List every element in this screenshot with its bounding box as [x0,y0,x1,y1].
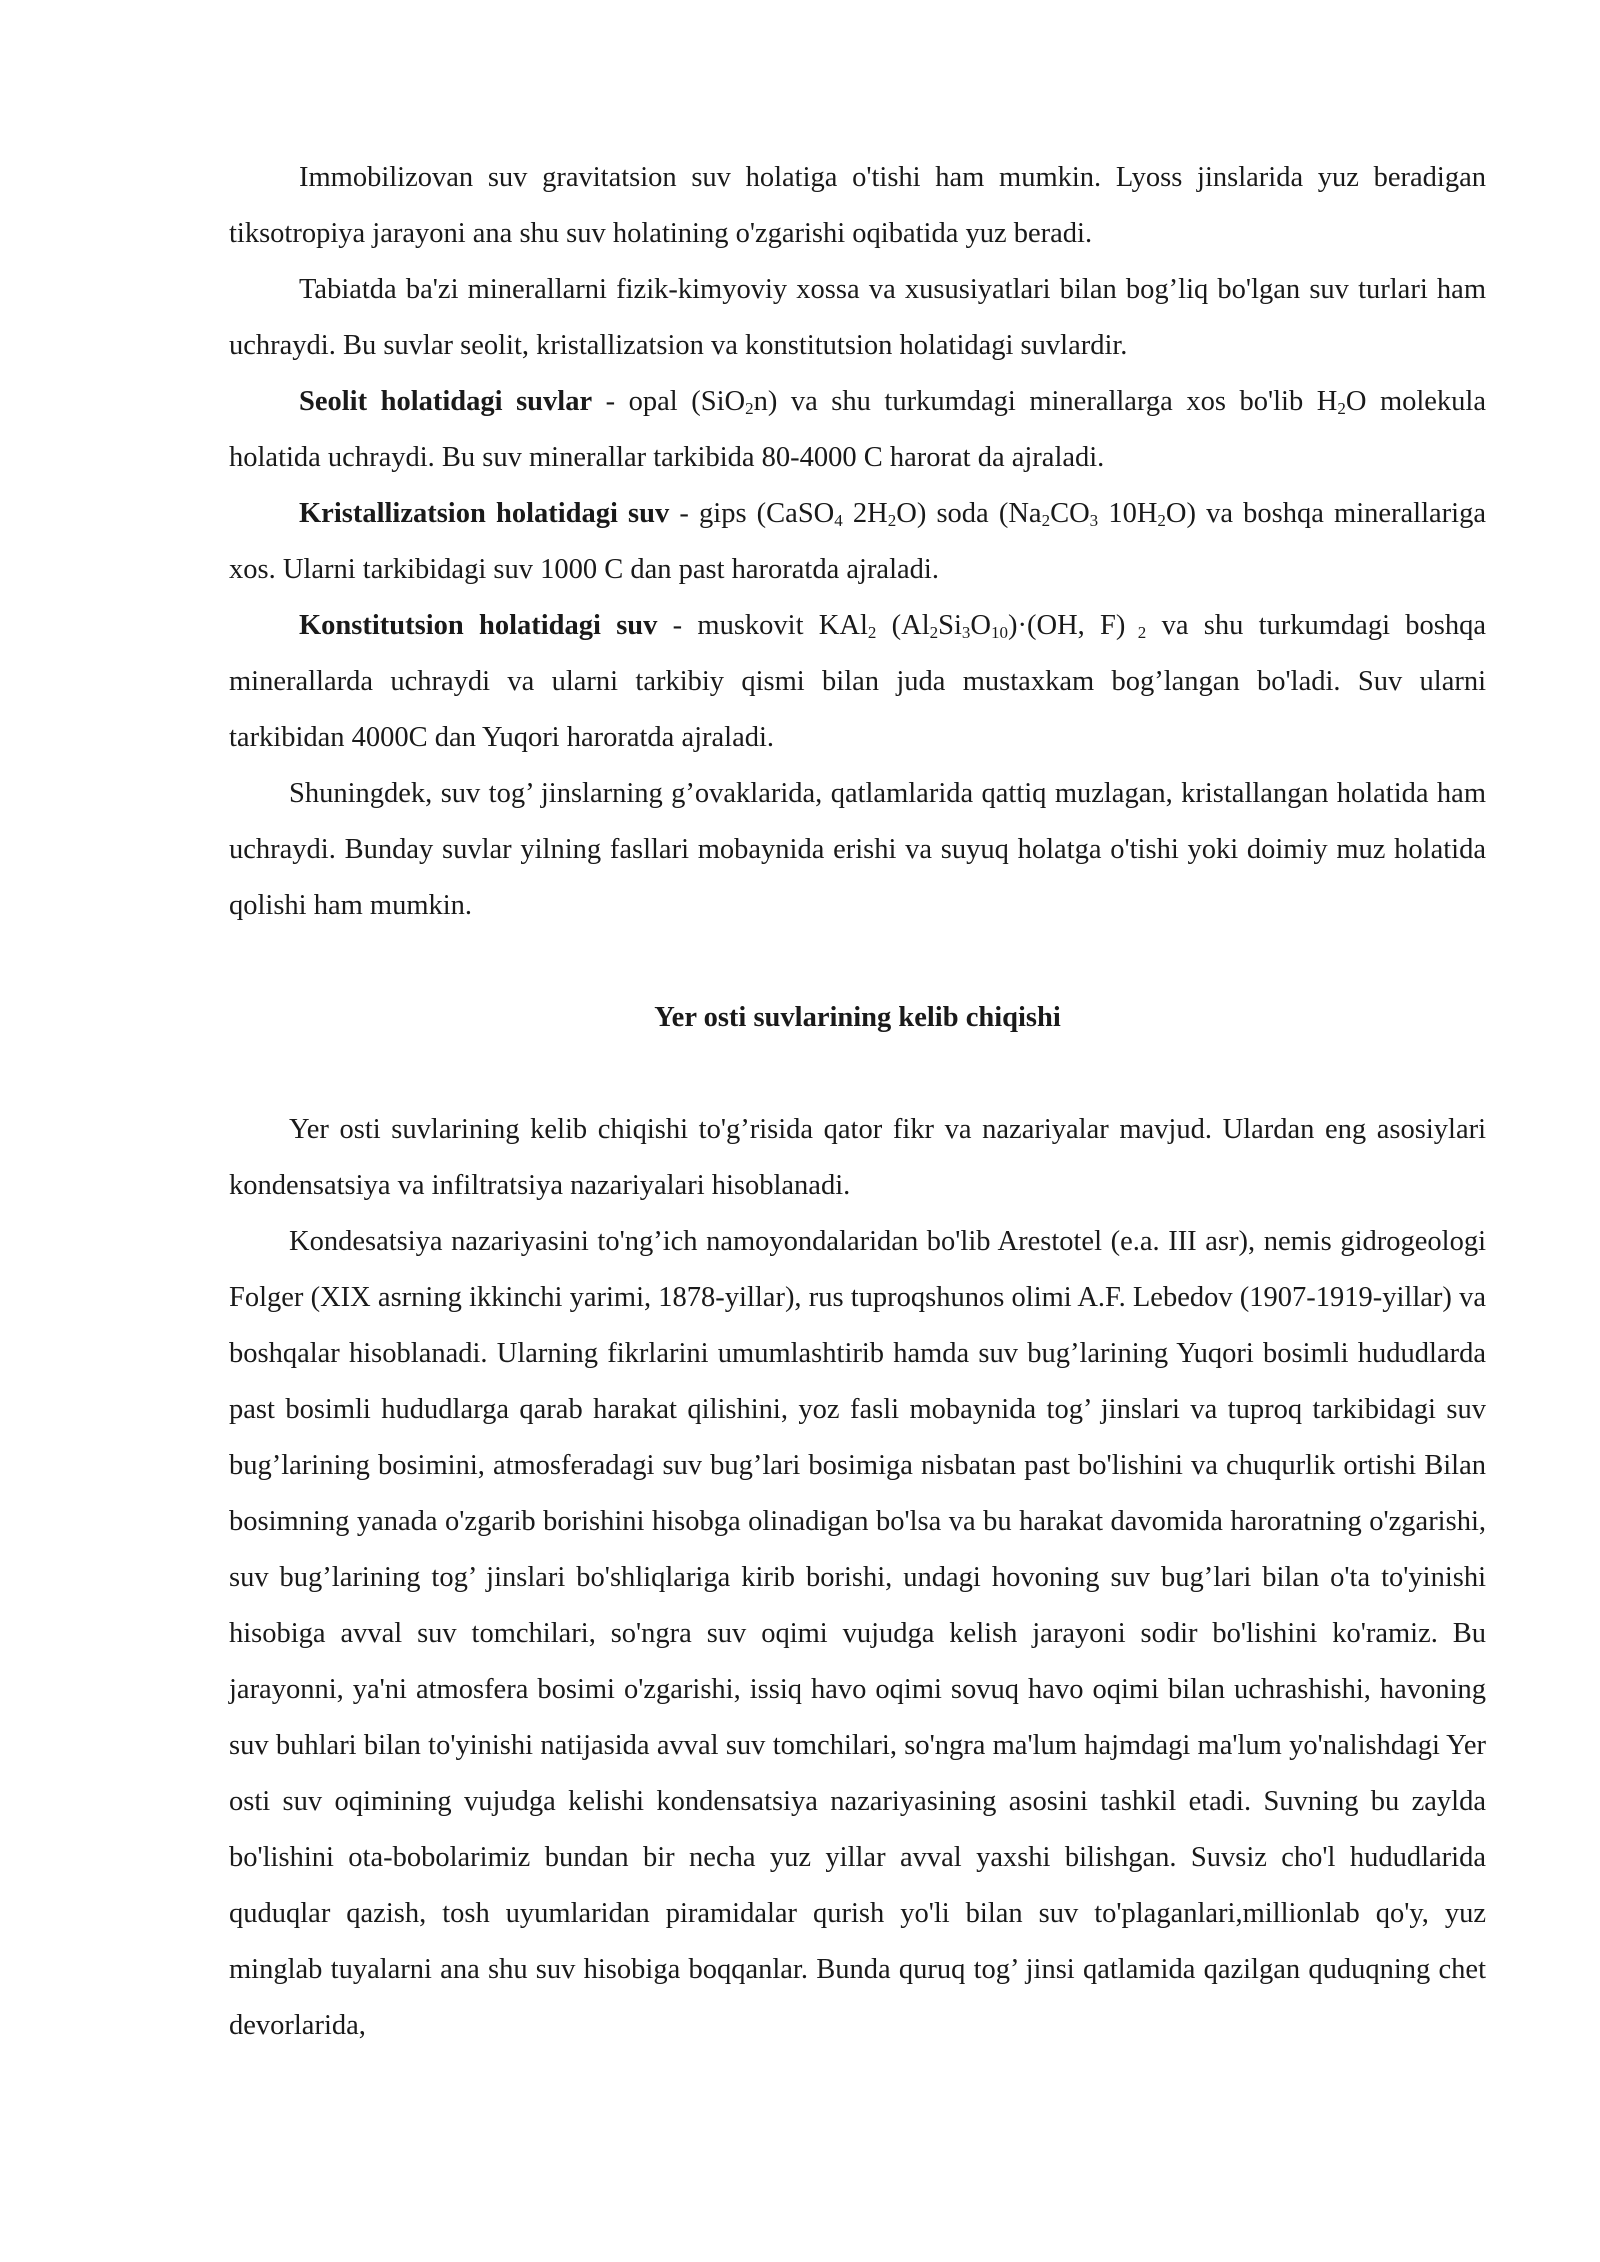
paragraph-tabiatda: Tabiatda ba'zi minerallarni fizik-kimyoviy xossa va xususiyatlari bilan bog’liq bo'lgan suv turlari ham uchraydi. Bu suvlar seolit, kristallizatsion va konstitutsion holatidagi suvlardir. [229,274,1486,361]
document-page [229,150,1486,2054]
paragraph-konstitutsion: Konstitutsion holatidagi suv - muskovit KAl$_2$ $(Al_2Si_3O_{10})\cdot(OH$, F) $_2$ va shu turkumdagi boshqa minerallarda uchraydi va ularni tarkibiy qismi bilan juda mustaxkam bog’langan bo'ladi. Suv ularni tarkibidan 4000C dan Yuqori haroratda ajraladi. [229,610,1486,753]
paragraph-kelib-chiqishi: Yer osti suvlarining kelib chiqishi to'g’risida qator fikr va nazariyalar mavjud. Ulardan eng asosiylari kondensatsiya va infiltratsiya nazariyalari hisoblanadi. [229,1114,1486,1201]
spacer [229,934,1486,990]
paragraph-shuningdek: Shuningdek, suv tog’ jinslarning g’ovaklarida, qatlamlarida qattiq muzlagan, kristallangan holatida ham uchraydi. Bunday suvlar yilning fasllari mobaynida erishi va suyuq holatga o'tishi yoki doimiy muz holatida qolishi ham mumkin. [229,778,1486,921]
paragraph-kondensatsiya: Kondesatsiya nazariyasini to'ng’ich namoyondalaridan bo'lib Arestotel (e.a. III asr), nemis gidrogeologi Folger (XIX asrning ikkinchi yarimi, 1878-yillar), rus tuproqshunos olimi A.F. Lebedov (1907-1919-yillar) va boshqalar hisoblanadi. Ularning fikrlarini umumlashtirib hamda suv bug’larining Yuqori bosimli hududlarda past bosimli hududlarga qarab harakat qilishini, yoz fasli mobaynida tog’ jinslari va tuproq tarkibidagi suv bug’larining bosimini, atmosferadagi suv bug’lari bosimiga nisbatan past bo'lishini va chuqurlik ortishi Bilan bosimning yanada o'zgarib borishini hisobga olinadigan bo'lsa va bu harakat davomida haroratning o'zgarishi, suv bug’larining tog’ jinslari bo'shliqlariga kirib borishi, undagi hovoning suv bug’lari bilan o'ta to'yinishi hisobiga avval suv tomchilari, so'ngra suv oqimi vujudga kelish jarayoni sodir bo'lishini ko'ramiz. Bu jarayonni, ya'ni atmosfera bosimi o'zgarishi, issiq havo oqimi sovuq havo oqimi bilan uchrashishi, havoning suv buhlari bilan to'yinishi natijasida avval suv tomchilari, so'ngra ma'lum hajmdagi ma'lum yo'nalishdagi Yer osti suv oqimining vujudga kelishi kondensatsiya nazariyasining asosini tashkil etadi. Suvning bu zaylda bo'lishini ota-bobolarimiz bundan bir necha yuz yillar avval yaxshi bilishgan. Suvsiz cho'l hududlarida quduqlar qazish, tosh uyumlaridan piramidalar qurish yo'li bilan suv to'plaganlari,millionlab qo'y, yuz minglab tuyalarni ana shu suv hisobiga boqqanlar. Bunda quruq tog’ jinsi qatlamida qazilgan quduqning chet devorlarida, [229,1226,1486,2041]
term-seolit: Seolit holatidagi suvlar [299,386,593,417]
paragraph-seolit: Seolit holatidagi suvlar - opal (SiO$_2$n) va shu turkumdagi minerallarga xos bo'lib $H_2O$ molekula holatida uchraydi. Bu suv minerallar tarkibida 80-4000 C harorat da ajraladi. [229,386,1486,473]
section-heading: Yer osti suvlarining kelib chiqishi [654,1002,1061,1033]
spacer [229,1046,1486,1102]
term-kristallizatsion: Kristallizatsion holatidagi suv [299,498,670,529]
paragraph-immobilizovan: Immobilizovan suv gravitatsion suv holatiga o'tishi ham mumkin. Lyoss jinslarida yuz beradigan tiksotropiya jarayoni ana shu suv holatining o'zgarishi oqibatida yuz beradi. [229,162,1486,249]
paragraph-kristallizatsion: Kristallizatsion holatidagi suv - gips (CaSO$_4$ $2H_2O$) soda ($Na_2CO_3$ $10H_2O$) va boshqa minerallariga xos. Ularni tarkibidagi suv 1000 C dan past haroratda ajraladi. [229,498,1486,585]
term-konstitutsion: Konstitutsion holatidagi suv [299,610,658,641]
